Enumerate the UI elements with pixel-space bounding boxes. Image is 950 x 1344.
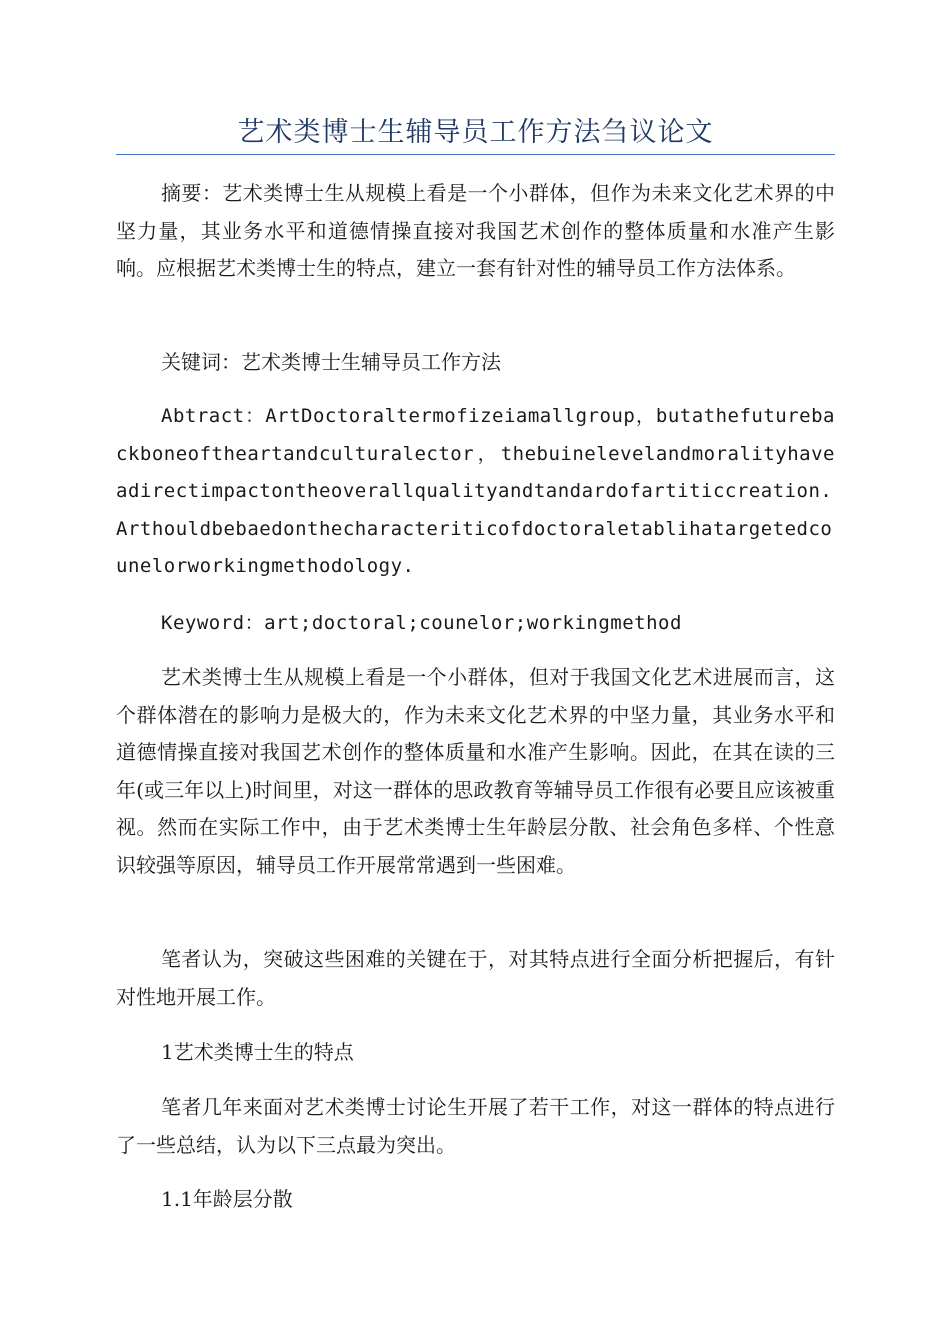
body-paragraph: 笔者认为，突破这些困难的关键在于，对其特点进行全面分析把握后，有针对性地开展工作。 bbox=[116, 947, 835, 1009]
body-paragraph: 艺术类博士生从规模上看是一个小群体，但对于我国文化艺术进展而言，这个群体潜在的影响力是极大的，作为未来文化艺术界的中坚力量，其业务水平和道德情操直接对我国艺术创作的整体质量和水准产生影响。因此，在其在读的三年(或三年以上)时间里，对这一群体的思政教育等辅导员工作很有必要且应该被重视。然而在实际工作中，由于艺术类博士生年龄层分散、社会角色多样、个性意识较强等原因，辅导员工作开展常常遇到一些困难。 bbox=[116, 665, 835, 877]
section-heading: 1艺术类博士生的特点 bbox=[161, 1040, 354, 1064]
document-title: 艺术类博士生辅导员工作方法刍议论文 bbox=[237, 117, 714, 148]
abstract-paragraph: 摘要：艺术类博士生从规模上看是一个小群体，但作为未来文化艺术界的中坚力量，其业务水平和道德情操直接对我国艺术创作的整体质量和水准产生影响。应根据艺术类博士生的特点，建立一套有针对性的辅导员工作方法体系。 bbox=[116, 181, 835, 280]
english-keywords-line: Keyword：art;doctoral;counelor;workingmethod bbox=[161, 612, 682, 634]
subsection-heading: 1.1年龄层分散 bbox=[161, 1187, 293, 1211]
keywords-line: 关键词：艺术类博士生辅导员工作方法 bbox=[161, 350, 501, 374]
body-paragraph: 笔者几年来面对艺术类博士讨论生开展了若干工作，对这一群体的特点进行了一些总结，认为以下三点最为突出。 bbox=[116, 1095, 835, 1157]
title-underline bbox=[116, 154, 835, 155]
english-abstract-paragraph: Abtract：ArtDoctoraltermofizeiamallgroup，butathefuturebackboneoftheartandculturalector，thebuinelevelandmoralityhaveadirectimpactontheoverallqualityandtandardofartiticcreation.Arthouldbebaedonthecharacteriticofdoctoraletablihatargetedcounelorworkingmethodology. bbox=[116, 405, 835, 577]
